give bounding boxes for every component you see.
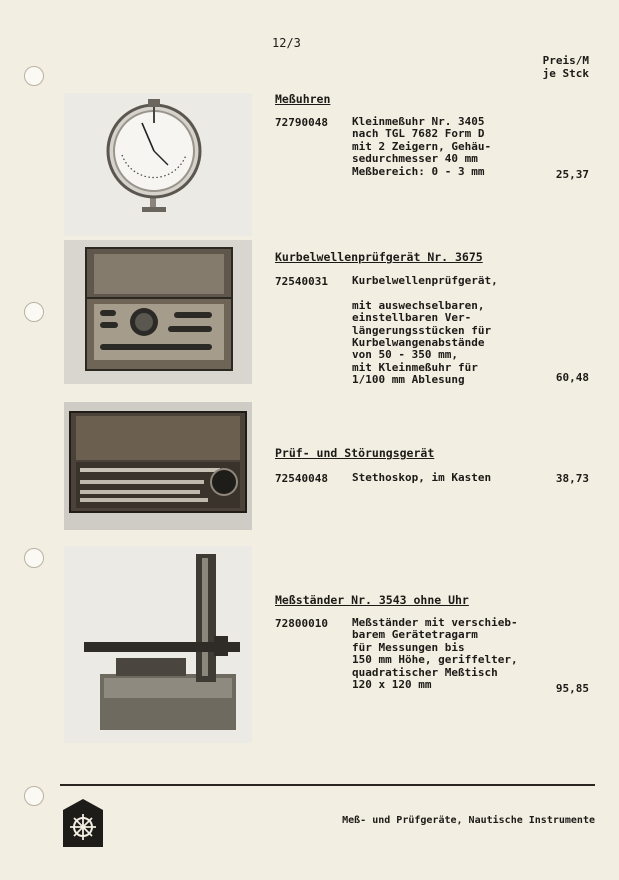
section-heading-dial-gauges: Meßuhren	[275, 92, 331, 106]
punch-hole	[24, 548, 44, 568]
stethoscope-case-photo	[64, 402, 252, 530]
article-number: 72540031	[275, 275, 328, 288]
dial-gauge-photo	[64, 93, 252, 236]
section-heading-measuring-stand: Meßständer Nr. 3543 ohne Uhr	[275, 593, 469, 607]
price-column-header	[543, 54, 589, 80]
item-price: 95,85	[555, 682, 589, 695]
page-number: 12/3	[272, 36, 301, 50]
article-number: 72790048	[275, 116, 328, 129]
footer-rule	[60, 784, 595, 786]
price-header-line1: Preis/M	[542, 54, 589, 67]
punch-hole	[24, 786, 44, 806]
ship-wheel-icon	[62, 798, 104, 848]
item-price: 38,73	[555, 472, 589, 485]
punch-hole	[24, 302, 44, 322]
price-header-line2: je Stck	[542, 67, 589, 80]
item-description: Kleinmeßuhr Nr. 3405 nach TGL 7682 Form D mit 2 Zeigern, Gehäu- sedurchmesser 40 mm Meßbereich: 0 - 3 mm	[352, 115, 492, 178]
item-price: 60,48	[555, 371, 589, 384]
section-heading-test-device: Prüf- und Störungsgerät	[275, 446, 435, 460]
item-description: Kurbelwellenprüfgerät, mit auswechselbaren, einstellbaren Ver- längerungsstücken für Kurbelwangenabstände von 50 - 350 mm, mit Kleinmeßuhr für 1/100 mm Ablesung	[352, 274, 498, 387]
item-description: Stethoskop, im Kasten	[352, 471, 492, 484]
section-heading-crankshaft-tester: Kurbelwellenprüfgerät Nr. 3675	[275, 250, 483, 264]
article-number: 72800010	[275, 617, 328, 630]
footer-category: Meß- und Prüfgeräte, Nautische Instrumente	[342, 815, 595, 826]
item-price: 25,37	[555, 168, 589, 181]
item-description: Meßständer mit verschieb- barem Gerätetragarm für Messungen bis 150 mm Höhe, geriffelter, quadratischer Meßtisch 120 x 120 mm	[352, 616, 518, 692]
crankshaft-tester-photo	[64, 240, 252, 384]
article-number: 72540048	[275, 472, 328, 485]
punch-hole	[24, 66, 44, 86]
measuring-stand-photo	[64, 546, 252, 743]
